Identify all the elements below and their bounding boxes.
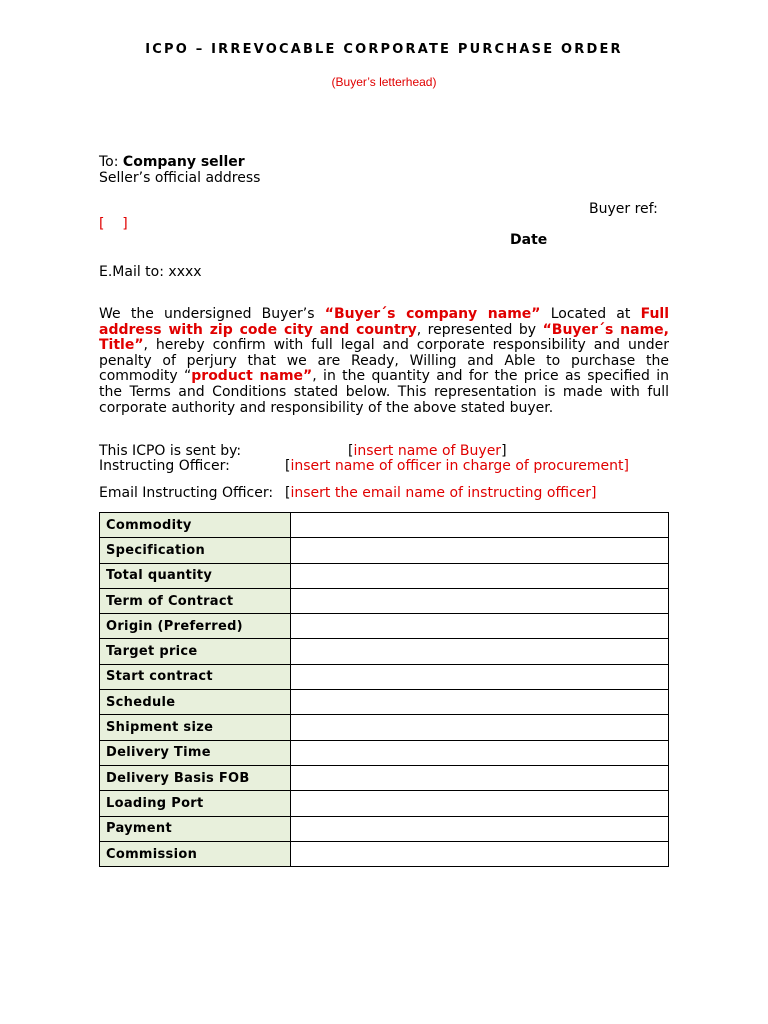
table-row — [100, 765, 669, 790]
recipient-company: Company seller — [122, 154, 245, 170]
buyer-company-placeholder: “Buyer´s company name” — [324, 306, 541, 322]
row-label: Total quantity — [100, 563, 291, 588]
table-row — [100, 614, 669, 639]
row-value-cell[interactable] — [291, 841, 669, 866]
terms-table — [99, 512, 669, 867]
table-row — [100, 740, 669, 765]
table-row — [100, 841, 669, 866]
row-value-cell[interactable] — [291, 664, 669, 689]
open-bracket: [ — [348, 443, 354, 459]
para-text-5: , in the quantity and for the price as specified in the Terms and Conditions stated below. This representation is made with full corporate authority and responsibility of the above stated buyer. — [99, 368, 669, 416]
declaration-paragraph — [99, 307, 669, 416]
row-value-cell[interactable] — [291, 563, 669, 588]
row-label: Delivery Time — [100, 740, 291, 765]
row-label: Start contract — [100, 664, 291, 689]
row-label: Schedule — [100, 690, 291, 715]
buyer-name-field: insert name of Buyer — [353, 443, 502, 459]
row-value-cell[interactable] — [291, 588, 669, 613]
seller-address: Seller’s official address — [99, 170, 261, 186]
para-text-4: , hereby confirm with full legal and corporate responsibility and under penalty of perjury that we are Ready, Willing and Able to purchase the commodity “ — [99, 337, 669, 385]
sent-by-value — [348, 443, 507, 459]
document-title: ICPO – IRREVOCABLE CORPORATE PURCHASE ORDER — [145, 42, 623, 57]
ref-bracket: [ ] — [99, 216, 128, 232]
close-bracket: ] — [501, 443, 507, 459]
row-label: Shipment size — [100, 715, 291, 740]
open-bracket: [ — [285, 485, 291, 501]
full-address-placeholder: Full address with zip code city and country — [99, 306, 670, 338]
close-bracket: ] — [623, 458, 629, 474]
table-row — [100, 690, 669, 715]
close-bracket: ] — [591, 485, 597, 501]
buyer-name-placeholder: “Buyer´s name, Title” — [99, 321, 669, 354]
table-row — [100, 791, 669, 816]
open-bracket: [ — [285, 458, 291, 474]
para-text-3: , represented by — [416, 321, 543, 338]
letterhead-placeholder: (Buyer’s letterhead) — [331, 75, 437, 89]
row-value-cell[interactable] — [291, 791, 669, 816]
para-text-2: Located at — [540, 306, 641, 322]
product-name-placeholder: product name” — [191, 368, 313, 385]
instructing-officer-value — [285, 458, 629, 474]
row-label: Term of Contract — [100, 588, 291, 613]
row-value-cell[interactable] — [291, 690, 669, 715]
email-officer-value — [285, 485, 597, 501]
row-value-cell[interactable] — [291, 513, 669, 538]
row-label: Commission — [100, 841, 291, 866]
email-to-line: E.Mail to: xxxx — [99, 264, 202, 280]
table-row — [100, 639, 669, 664]
row-value-cell[interactable] — [291, 538, 669, 563]
row-label: Target price — [100, 639, 291, 664]
date-label: Date — [510, 232, 548, 248]
table-row — [100, 715, 669, 740]
row-label: Loading Port — [100, 791, 291, 816]
instructing-officer-label: Instructing Officer: — [99, 458, 230, 474]
row-value-cell[interactable] — [291, 765, 669, 790]
table-row — [100, 513, 669, 538]
recipient-line — [99, 154, 245, 170]
table-row — [100, 816, 669, 841]
table-row — [100, 538, 669, 563]
to-prefix: To: — [99, 154, 119, 170]
row-value-cell[interactable] — [291, 614, 669, 639]
para-text-1: We the undersigned Buyer’s — [99, 306, 325, 322]
row-value-cell[interactable] — [291, 740, 669, 765]
sent-by-label: This ICPO is sent by: — [99, 443, 242, 459]
buyer-ref-label: Buyer ref: — [589, 201, 658, 217]
row-value-cell[interactable] — [291, 816, 669, 841]
table-row — [100, 588, 669, 613]
officer-email-field: insert the email name of instructing officer — [290, 485, 592, 501]
row-value-cell[interactable] — [291, 639, 669, 664]
row-value-cell[interactable] — [291, 715, 669, 740]
row-label: Origin (Preferred) — [100, 614, 291, 639]
officer-name-field: insert name of officer in charge of procurement — [290, 458, 624, 474]
row-label: Payment — [100, 816, 291, 841]
table-row — [100, 664, 669, 689]
row-label: Delivery Basis FOB — [100, 765, 291, 790]
row-label: Specification — [100, 538, 291, 563]
table-row — [100, 563, 669, 588]
terms-table-body — [100, 513, 669, 867]
row-label: Commodity — [100, 513, 291, 538]
email-officer-label: Email Instructing Officer: — [99, 485, 274, 501]
